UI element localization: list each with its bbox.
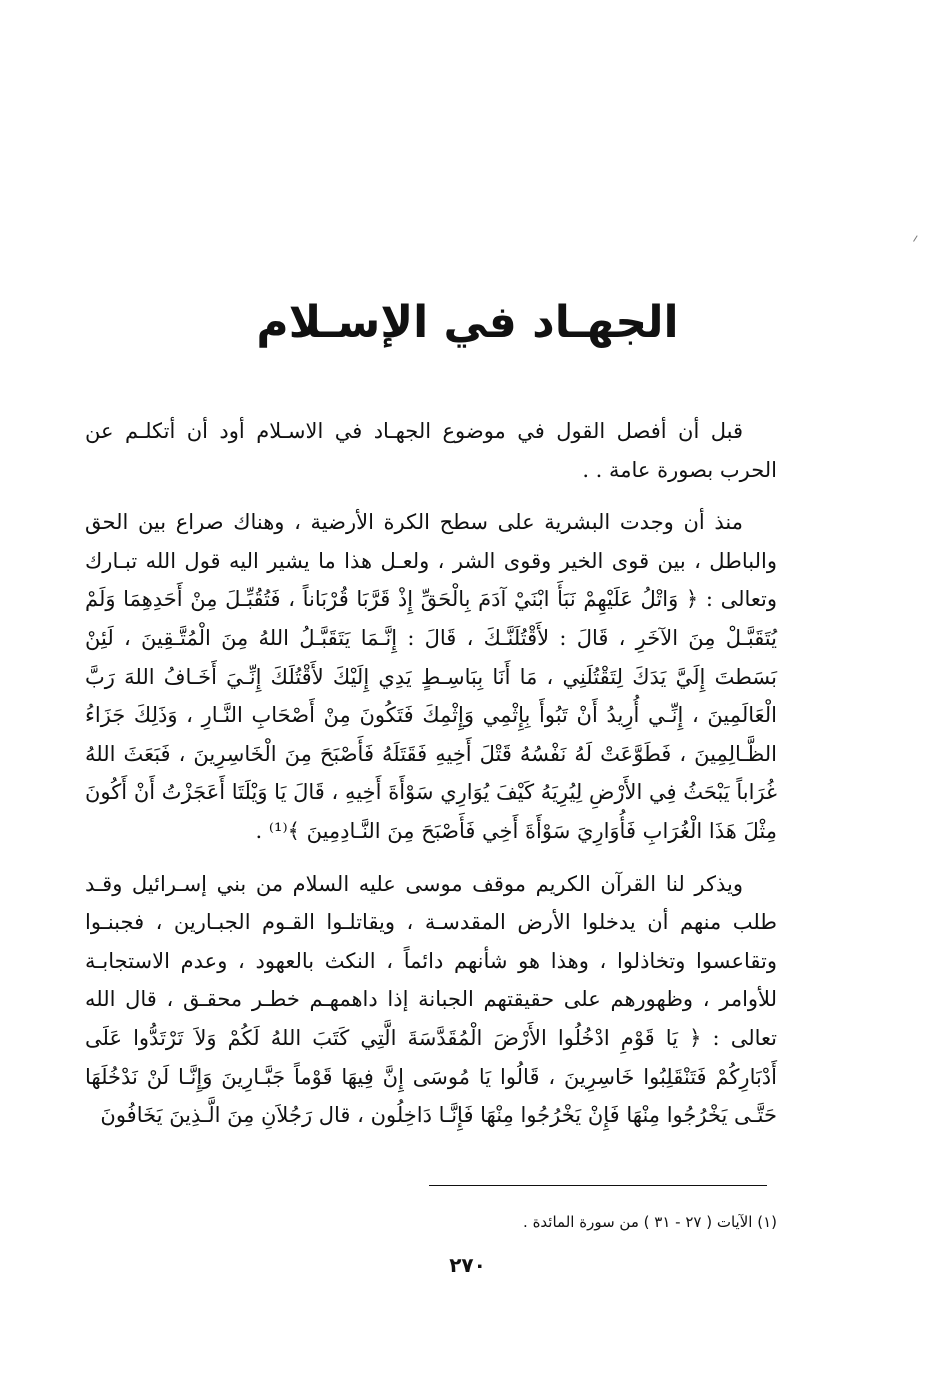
page-number: ٢٧٠ [449, 1253, 486, 1277]
footnote-separator [429, 1185, 767, 1186]
paragraph-intro: قبل أن أفصل القول في موضوع الجهـاد في الاسـلام أود أن أتكلـم عن الحرب بصورة عامة . . [85, 419, 777, 482]
scan-artifact-mark [913, 235, 918, 242]
chapter-title: الجهـاد في الإسـلام [256, 297, 679, 348]
footnote: (١) الآيات ( ٢٧ - ٣١ ) من سورة المائدة . [523, 1213, 777, 1231]
paragraph-moses: ويذكر لنا القرآن الكريم موقف موسى عليه السلام من بني إسـرائيل وقـد طلب منهم أن يدخلوا الأرض المقدسـة ، ويقاتلـوا القـوم الجبـارين ، فجبنـوا وتقاعسوا وتخاذلوا ، وهذا هو شأنهم دائماً ، النكث بالعهود ، وعدم الاستجابـة للأوامر ، وظهورهم على حقيقتهم الجبانة إذا داهمهـم خطـر محقـق ، قال الله تعالى : ﴿ يَا قَوْمِ ادْخُلُوا الأَرْضَ الْمُقَدَّسَةَ الَّتِي كَتَبَ اللهُ لَكُمْ وَلاَ تَرْتَدُّوا عَلَى أَدْبَارِكُمْ فَتَنْقَلِبُوا خَاسِرِينَ ، قَالُوا يَا مُوسَى إِنَّ فِيهَا قَوْماً جَبَّـارِينَ وَإِنَّـا لَنْ نَدْخُلَهَا حَتَّـى يَخْرُجُوا مِنْهَا فَإِنْ يَخْرُجُوا مِنْهَا فَإِنَّـا دَاخِلُون ، قال رَجُلاَنِ مِنَ الَّـذِينَ يَخَافُونَ [85, 871, 777, 1128]
paragraph-cain-abel: منذ أن وجدت البشرية على سطح الكرة الأرضية ، وهناك صراع بين الحق والباطل ، بين قوى الخير وقوى الشر ، ولعـل هذا ما يشير اليه قول الله تبـارك وتعالى : ﴿ وَاتْلُ عَلَيْهِمْ نَبَأَ ابْنَيْ آدَمَ بِالْحَقِّ إِذْ قَرَّبَا قُرْبَاناً ، فَتُقُبِّـلَ مِنْ أَحَدِهِمَا وَلَمْ يُتَقَبَّـلْ مِنَ الآخَرِ ، قَالَ : لأَقْتُلَنَّـكَ ، قَالَ : إِنَّـمَا يَتَقَبَّـلُ اللهُ مِنَ الْمُتَّـقِينَ ، لَئِنْ بَسَطتَ إِلَيَّ يَدَكَ لِتَقْتُلَنِي ، مَا أَنَا بِبَاسِـطٍ يَدِي إِلَيْكَ لأَقْتُلَكَ إِنِّـيَ أَخَـافُ اللهَ رَبَّ الْعَالَمِينَ ، إِنِّـي أُرِيدُ أَنْ تَبُوأَ بِإِثْمِي وَإِثْمِكَ فَتَكُونَ مِنْ أَصْحَابِ النَّـارِ ، وَذَلِكَ جَزَاءُ الظَّـالِمِينَ ، فَطَوَّعَتْ لَهُ نَفْسُهُ قَتْلَ أَخِيهِ فَقَتَلَهُ فَأَصْبَحَ مِنَ الْخَاسِرِينَ ، فَبَعَثَ اللهُ غُرَاباً يَبْحَثُ فِي الأَرْضِ لِيُرِيَهُ كَيْفَ يُوَارِي سَوْأَةَ أَخِيهِ ، قَالَ يَا وَيْلَتَا أَعَجَزْتُ أَنْ أَكُونَ مِثْلَ هَذَا الْغُرَابِ فَأُوَارِيَ سَوْأَةَ أَخِي فَأَصْبَحَ مِنَ النَّـادِمِينَ ﴾⁽¹⁾ . [85, 510, 777, 843]
body-text [85, 412, 777, 1149]
